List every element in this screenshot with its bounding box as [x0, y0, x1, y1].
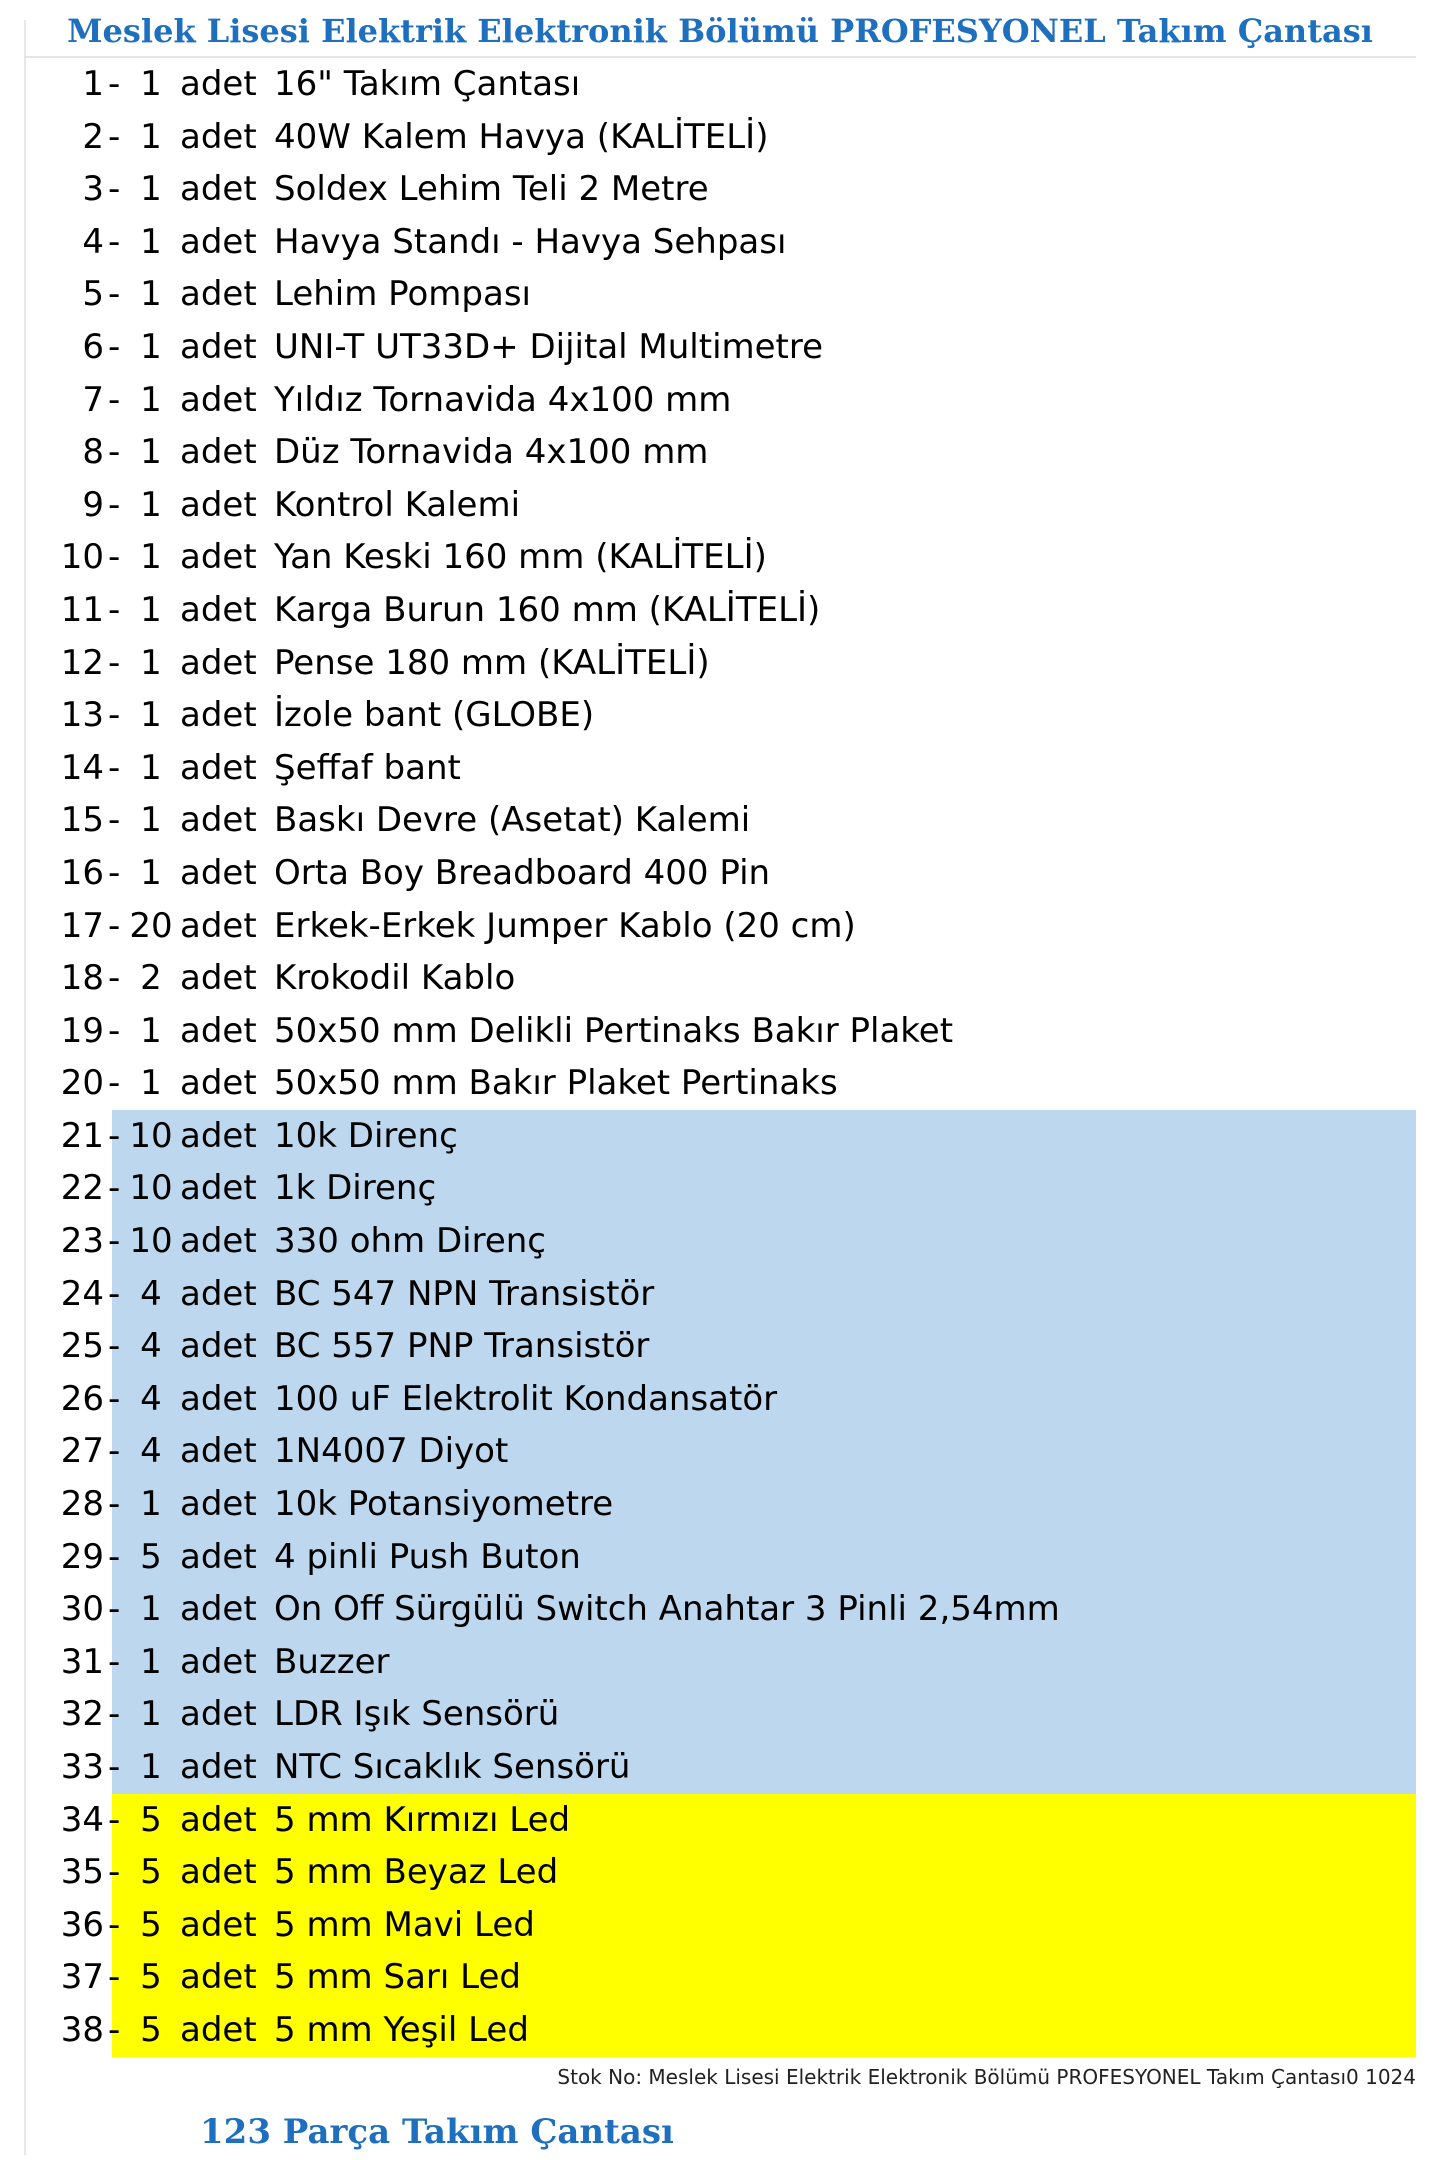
item-unit: adet: [180, 1115, 257, 1156]
item-number: 22: [60, 1168, 104, 1209]
item-separator: -: [108, 642, 121, 683]
item-unit: adet: [180, 379, 257, 420]
list-item: [28, 1531, 1416, 1584]
item-unit: adet: [180, 905, 257, 946]
item-quantity: 1: [140, 1484, 162, 1525]
item-number: 11: [60, 589, 104, 630]
item-unit: adet: [180, 1273, 257, 1314]
item-separator: -: [108, 1747, 121, 1787]
item-unit: adet: [180, 484, 257, 525]
item-description: Kontrol Kalemi: [274, 484, 521, 525]
left-border: [24, 20, 26, 2155]
item-separator: -: [108, 326, 121, 367]
item-quantity: 1: [140, 1747, 162, 1787]
list-item: [28, 1215, 1416, 1268]
item-separator: -: [108, 1641, 121, 1682]
list-item: [28, 637, 1416, 690]
item-separator: -: [108, 1010, 121, 1051]
item-number: 38: [60, 2009, 104, 2050]
list-item: [28, 1320, 1416, 1373]
item-description: Pense 180 mm (KALİTELİ): [274, 642, 710, 683]
list-item: [28, 479, 1416, 532]
item-description: 5 mm Kırmızı Led: [274, 1799, 571, 1840]
item-separator: -: [108, 1221, 121, 1262]
item-unit: adet: [180, 1221, 257, 1262]
item-number: 9: [82, 484, 104, 525]
list-item: [28, 689, 1416, 742]
item-number: 36: [60, 1904, 104, 1945]
list-item: [28, 111, 1416, 164]
item-unit: adet: [180, 64, 257, 104]
item-description: 5 mm Sarı Led: [274, 1957, 521, 1998]
item-description: Şeffaf bant: [274, 747, 461, 788]
list-item: [28, 1899, 1416, 1952]
item-number: 2: [82, 116, 104, 157]
list-item: [28, 58, 1416, 111]
stock-note: Stok No: Meslek Lisesi Elektrik Elektronik Bölümü PROFESYONEL Takım Çantası0 1024: [557, 2065, 1416, 2089]
item-number: 5: [82, 274, 104, 315]
item-separator: -: [108, 958, 121, 999]
list-item: [28, 1846, 1416, 1899]
list-item: [28, 742, 1416, 795]
item-separator: -: [108, 1694, 121, 1735]
item-unit: adet: [180, 958, 257, 999]
item-description: 5 mm Beyaz Led: [274, 1852, 559, 1893]
item-unit: adet: [180, 1010, 257, 1051]
item-separator: -: [108, 1957, 121, 1998]
item-quantity: 1: [140, 64, 162, 104]
item-description: 40W Kalem Havya (KALİTELİ): [274, 116, 769, 157]
item-separator: -: [108, 1484, 121, 1525]
item-quantity: 10: [129, 1115, 173, 1156]
item-number: 14: [60, 747, 104, 788]
item-unit: adet: [180, 852, 257, 893]
item-number: 33: [60, 1747, 104, 1787]
item-description: 10k Direnç: [274, 1115, 458, 1156]
item-separator: -: [108, 116, 121, 157]
list-item: [28, 1268, 1416, 1321]
item-quantity: 1: [140, 326, 162, 367]
list-item: [28, 1373, 1416, 1426]
list-item: [28, 268, 1416, 321]
list-item: [28, 426, 1416, 479]
item-unit: adet: [180, 326, 257, 367]
item-quantity: 20: [129, 905, 173, 946]
item-number: 30: [60, 1589, 104, 1630]
list-item: [28, 1425, 1416, 1478]
item-quantity: 1: [140, 484, 162, 525]
item-separator: -: [108, 221, 121, 262]
item-description: 1k Direnç: [274, 1168, 437, 1209]
item-quantity: 10: [129, 1168, 173, 1209]
item-number: 28: [60, 1484, 104, 1525]
item-separator: -: [108, 64, 121, 104]
item-unit: adet: [180, 589, 257, 630]
item-quantity: 2: [140, 958, 162, 999]
item-separator: -: [108, 1589, 121, 1630]
item-quantity: 5: [140, 1799, 162, 1840]
item-quantity: 5: [140, 2009, 162, 2050]
item-separator: -: [108, 1063, 121, 1104]
item-separator: -: [108, 695, 121, 736]
item-separator: -: [108, 1431, 121, 1472]
item-description: İzole bant (GLOBE): [274, 695, 595, 736]
item-description: Buzzer: [274, 1641, 390, 1682]
item-number: 27: [60, 1431, 104, 1472]
item-quantity: 1: [140, 432, 162, 473]
item-unit: adet: [180, 169, 257, 210]
item-quantity: 1: [140, 747, 162, 788]
list-item: [28, 2004, 1416, 2057]
item-unit: adet: [180, 221, 257, 262]
item-number: 25: [60, 1326, 104, 1367]
item-separator: -: [108, 905, 121, 946]
list-item: [28, 1162, 1416, 1215]
list-item: [28, 900, 1416, 953]
item-description: 50x50 mm Bakır Plaket Pertinaks: [274, 1063, 838, 1104]
item-description: Erkek-Erkek Jumper Kablo (20 cm): [274, 905, 856, 946]
list-item: [28, 794, 1416, 847]
item-unit: adet: [180, 1852, 257, 1893]
item-description: 16" Takım Çantası: [274, 64, 581, 104]
item-quantity: 1: [140, 274, 162, 315]
list-item: [28, 163, 1416, 216]
item-number: 23: [60, 1221, 104, 1262]
list-item: [28, 1794, 1416, 1847]
item-unit: adet: [180, 274, 257, 315]
item-number: 1: [82, 64, 104, 104]
list-item: [28, 1110, 1416, 1163]
item-unit: adet: [180, 1957, 257, 1998]
list-item: [28, 1636, 1416, 1689]
item-quantity: 4: [140, 1326, 162, 1367]
item-number: 3: [82, 169, 104, 210]
item-quantity: 1: [140, 1063, 162, 1104]
item-description: UNI-T UT33D+ Dijital Multimetre: [274, 326, 824, 367]
item-unit: adet: [180, 1589, 257, 1630]
item-separator: -: [108, 2009, 121, 2050]
item-quantity: 1: [140, 642, 162, 683]
item-description: 50x50 mm Delikli Pertinaks Bakır Plaket: [274, 1010, 954, 1051]
list-item: [28, 847, 1416, 900]
item-quantity: 1: [140, 1589, 162, 1630]
item-description: 330 ohm Direnç: [274, 1221, 546, 1262]
item-separator: -: [108, 1904, 121, 1945]
item-quantity: 5: [140, 1536, 162, 1577]
list-item: [28, 1057, 1416, 1110]
item-description: NTC Sıcaklık Sensörü: [274, 1747, 631, 1787]
item-number: 13: [60, 695, 104, 736]
list-item: [28, 531, 1416, 584]
item-quantity: 1: [140, 852, 162, 893]
item-unit: adet: [180, 800, 257, 841]
item-description: 1N4007 Diyot: [274, 1431, 509, 1472]
item-quantity: 4: [140, 1431, 162, 1472]
item-separator: -: [108, 747, 121, 788]
item-number: 6: [82, 326, 104, 367]
item-quantity: 5: [140, 1852, 162, 1893]
item-list: [28, 58, 1416, 2057]
page-title: Meslek Lisesi Elektrik Elektronik Bölümü PROFESYONEL Takım Çantası: [67, 12, 1373, 50]
item-quantity: 4: [140, 1273, 162, 1314]
item-unit: adet: [180, 1904, 257, 1945]
item-description: Baskı Devre (Asetat) Kalemi: [274, 800, 751, 841]
item-quantity: 5: [140, 1957, 162, 1998]
item-description: 100 uF Elektrolit Kondansatör: [274, 1378, 778, 1419]
item-separator: -: [108, 852, 121, 893]
item-quantity: 10: [129, 1221, 173, 1262]
list-item: [28, 1478, 1416, 1531]
item-separator: -: [108, 1852, 121, 1893]
item-unit: adet: [180, 1063, 257, 1104]
item-number: 29: [60, 1536, 104, 1577]
item-unit: adet: [180, 1641, 257, 1682]
item-description: 5 mm Yeşil Led: [274, 2009, 529, 2050]
item-number: 17: [60, 905, 104, 946]
item-separator: -: [108, 1536, 121, 1577]
item-quantity: 1: [140, 589, 162, 630]
list-item: [28, 1741, 1416, 1794]
item-description: Yıldız Tornavida 4x100 mm: [274, 379, 732, 420]
item-quantity: 1: [140, 1694, 162, 1735]
item-separator: -: [108, 169, 121, 210]
item-separator: -: [108, 800, 121, 841]
item-quantity: 5: [140, 1904, 162, 1945]
list-item: [28, 1951, 1416, 2004]
list-item: [28, 952, 1416, 1005]
item-separator: -: [108, 484, 121, 525]
item-number: 7: [82, 379, 104, 420]
item-number: 20: [60, 1063, 104, 1104]
list-item: [28, 1688, 1416, 1741]
item-separator: -: [108, 274, 121, 315]
item-quantity: 1: [140, 800, 162, 841]
item-quantity: 1: [140, 116, 162, 157]
item-number: 10: [60, 537, 104, 578]
item-number: 26: [60, 1378, 104, 1419]
item-quantity: 4: [140, 1378, 162, 1419]
item-separator: -: [108, 1273, 121, 1314]
item-number: 37: [60, 1957, 104, 1998]
item-number: 24: [60, 1273, 104, 1314]
item-description: LDR Işık Sensörü: [274, 1694, 560, 1735]
item-number: 31: [60, 1641, 104, 1682]
item-description: Havya Standı - Havya Sehpası: [274, 221, 787, 262]
item-unit: adet: [180, 2009, 257, 2050]
item-unit: adet: [180, 1326, 257, 1367]
item-separator: -: [108, 1799, 121, 1840]
item-unit: adet: [180, 1431, 257, 1472]
list-item: [28, 1583, 1416, 1636]
item-separator: -: [108, 537, 121, 578]
list-item: [28, 374, 1416, 427]
item-description: BC 547 NPN Transistör: [274, 1273, 655, 1314]
list-item: [28, 321, 1416, 374]
item-separator: -: [108, 1115, 121, 1156]
item-unit: adet: [180, 1536, 257, 1577]
item-number: 34: [60, 1799, 104, 1840]
item-unit: adet: [180, 1747, 257, 1787]
list-item: [28, 216, 1416, 269]
item-quantity: 1: [140, 695, 162, 736]
item-number: 18: [60, 958, 104, 999]
item-quantity: 1: [140, 1010, 162, 1051]
item-description: Yan Keski 160 mm (KALİTELİ): [274, 537, 767, 578]
item-quantity: 1: [140, 1641, 162, 1682]
item-separator: -: [108, 1326, 121, 1367]
list-item: [28, 584, 1416, 637]
item-quantity: 1: [140, 221, 162, 262]
item-description: 4 pinli Push Buton: [274, 1536, 581, 1577]
item-description: Soldex Lehim Teli 2 Metre: [274, 169, 709, 210]
item-separator: -: [108, 1168, 121, 1209]
item-separator: -: [108, 432, 121, 473]
item-description: BC 557 PNP Transistör: [274, 1326, 650, 1367]
item-unit: adet: [180, 537, 257, 578]
item-unit: adet: [180, 642, 257, 683]
item-number: 15: [60, 800, 104, 841]
item-number: 4: [82, 221, 104, 262]
item-unit: adet: [180, 432, 257, 473]
item-description: Düz Tornavida 4x100 mm: [274, 432, 709, 473]
item-description: Krokodil Kablo: [274, 958, 516, 999]
item-number: 16: [60, 852, 104, 893]
footer-title: 123 Parça Takım Çantası: [200, 2112, 674, 2152]
item-description: Orta Boy Breadboard 400 Pin: [274, 852, 771, 893]
item-unit: adet: [180, 747, 257, 788]
item-unit: adet: [180, 1799, 257, 1840]
item-unit: adet: [180, 1484, 257, 1525]
item-number: 35: [60, 1852, 104, 1893]
item-number: 32: [60, 1694, 104, 1735]
list-item: [28, 1005, 1416, 1058]
item-quantity: 1: [140, 169, 162, 210]
item-description: 10k Potansiyometre: [274, 1484, 614, 1525]
item-description: Karga Burun 160 mm (KALİTELİ): [274, 589, 821, 630]
item-unit: adet: [180, 1168, 257, 1209]
item-quantity: 1: [140, 379, 162, 420]
item-unit: adet: [180, 116, 257, 157]
item-unit: adet: [180, 695, 257, 736]
item-separator: -: [108, 589, 121, 630]
item-number: 19: [60, 1010, 104, 1051]
item-number: 8: [82, 432, 104, 473]
item-number: 12: [60, 642, 104, 683]
item-number: 21: [60, 1115, 104, 1156]
item-quantity: 1: [140, 537, 162, 578]
item-unit: adet: [180, 1378, 257, 1419]
item-description: On Off Sürgülü Switch Anahtar 3 Pinli 2,54mm: [274, 1589, 1060, 1630]
item-separator: -: [108, 379, 121, 420]
item-unit: adet: [180, 1694, 257, 1735]
item-description: Lehim Pompası: [274, 274, 531, 315]
item-separator: -: [108, 1378, 121, 1419]
item-description: 5 mm Mavi Led: [274, 1904, 535, 1945]
